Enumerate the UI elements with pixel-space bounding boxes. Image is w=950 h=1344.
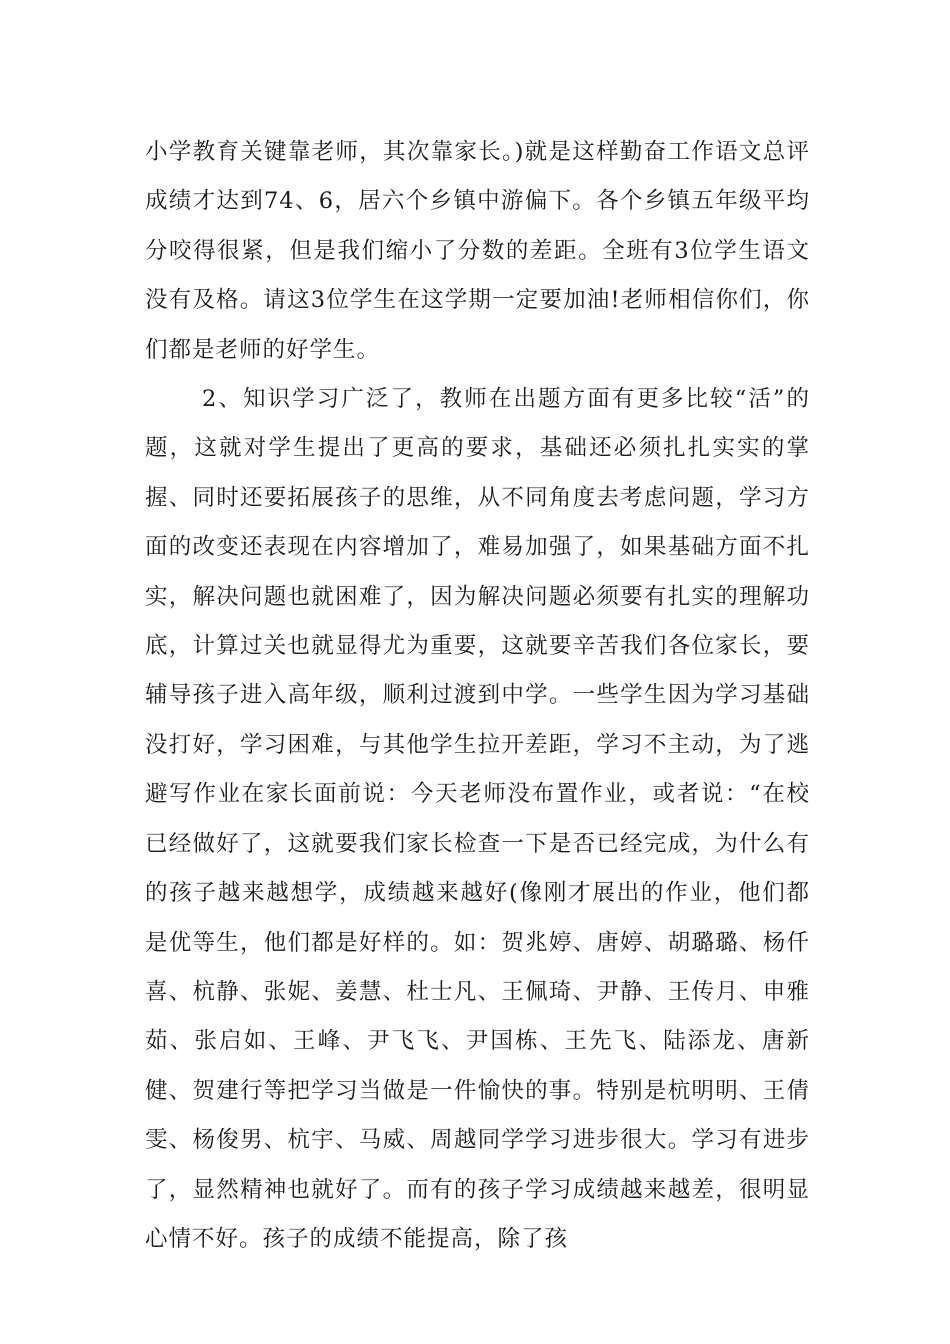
paragraph-1: 小学教育关键靠老师，其次靠家长。)就是这样勤奋工作语文总评成绩才达到74、6，居六个乡镇中游偏下。各个乡镇五年级平均分咬得很紧，但是我们缩小了分数的差距。全班有3位学生语文没有及格。请这3位学生在这学期一定要加油!老师相信你们，你们都是老师的好学生。: [145, 139, 810, 363]
paragraph-2: 2、知识学习广泛了，教师在出题方面有更多比较“活”的题，这就对学生提出了更高的要求，基础还必须扎扎实实的掌握、同时还要拓展孩子的思维，从不同角度去考虑问题，学习方面的改变还表现在内容增加了，难易加强了，如果基础方面不扎实，解决问题也就困难了，因为解决问题必须要有扎实的理解功底，计算过关也就显得尤为重要，这就要辛苦我们各位家长，要辅导孩子进入高年级，顺利过渡到中学。一些学生因为学习基础没打好，学习困难，与其他学生拉开差距，学习不主动，为了逃避写作业在家长面前说：今天老师没布置作业，或者说：“在校已经做好了，这就要我们家长检查一下是否已经完成，为什么有的孩子越来越想学，成绩越来越好(像刚才展出的作业，他们都是优等生，他们都是好样的。如：贺兆婷、唐婷、胡璐璐、杨仟喜、杭静、张妮、姜慧、杜士凡、王佩琦、尹静、王传月、申雅茹、张启如、王峰、尹飞飞、尹国栋、王先飞、陆添龙、唐新健、贺建行等把学习当做是一件愉快的事。特别是杭明明、王倩雯、杨俊男、杭宇、马威、周越同学学习进步很大。学习有进步了，显然精神也就好了。而有的孩子学习成绩越来越差，很明显心情不好。孩子的成绩不能提高，除了孩: [145, 386, 810, 1252]
body-text: [145, 128, 810, 1264]
